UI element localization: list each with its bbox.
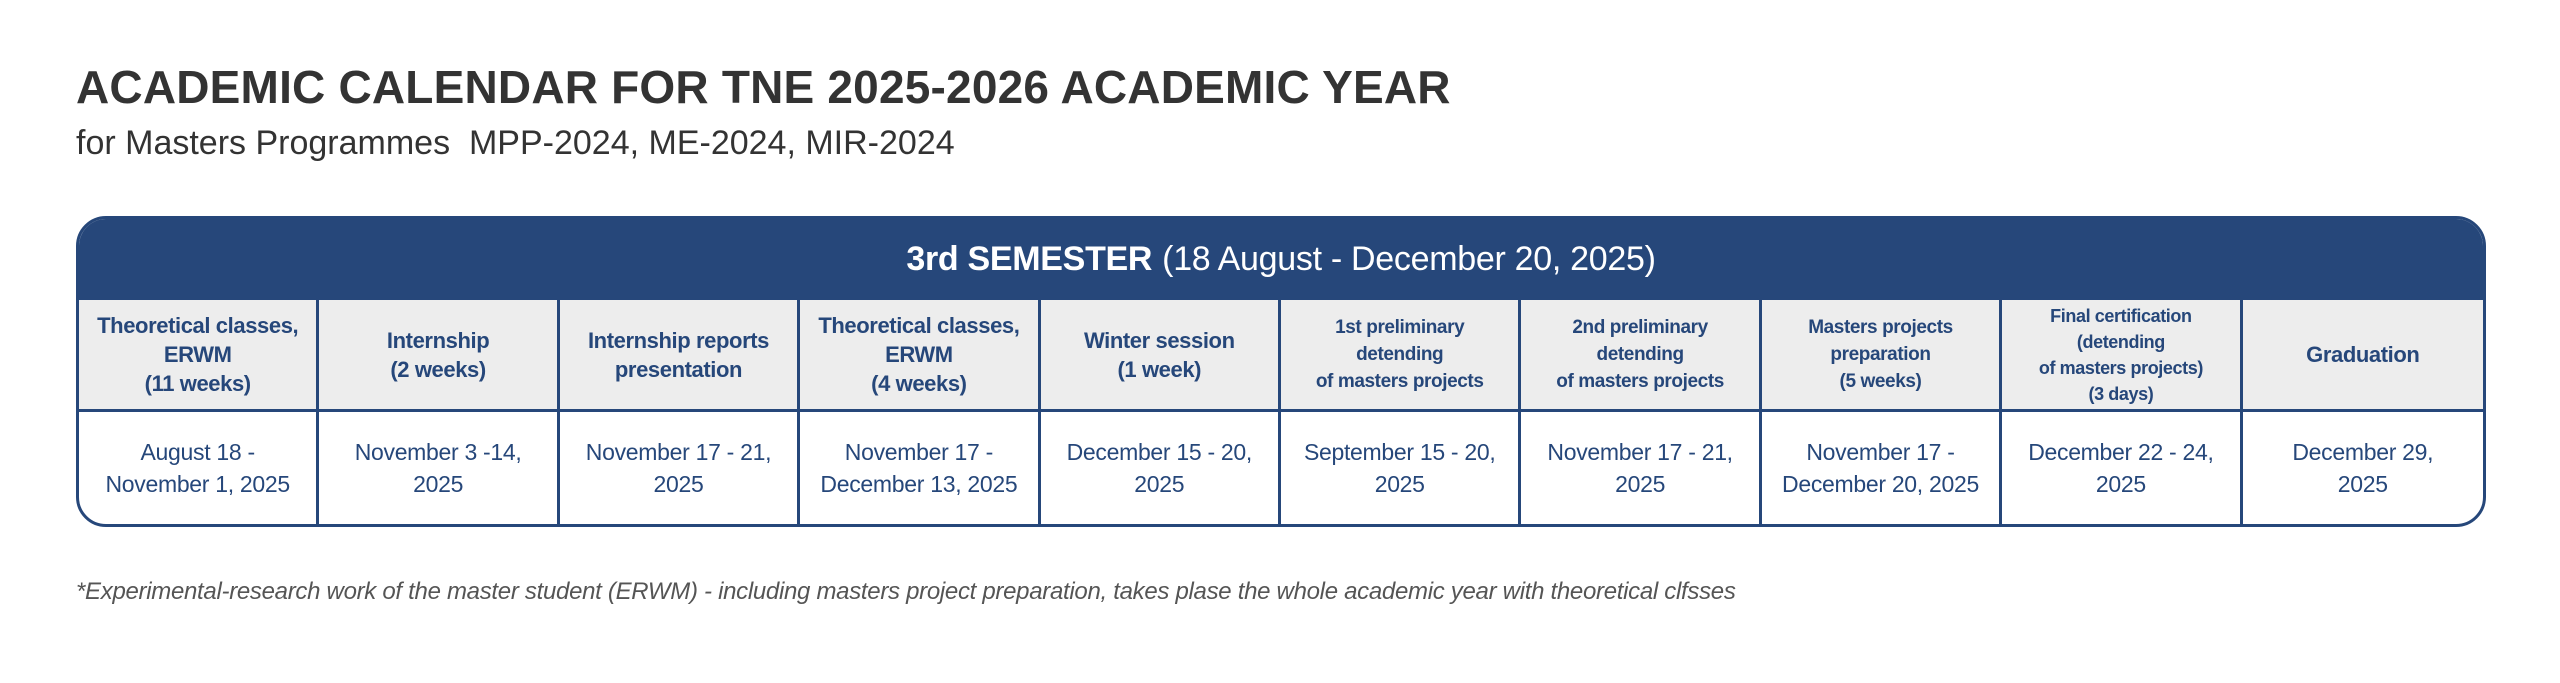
- semester-calendar-table: [76, 216, 2486, 527]
- column-header-1st-preliminary-defending: 1st preliminary detending of masters projects: [1281, 300, 1521, 412]
- semester-name: 3rd SEMESTER: [906, 240, 1153, 278]
- column-header-masters-projects-preparation: Masters projects preparation (5 weeks): [1762, 300, 2002, 412]
- column-header-theoretical-classes-2: Theoretical classes, ERWM (4 weeks): [800, 300, 1040, 412]
- page-subtitle: for Masters Programmes MPP-2024, ME-2024, MIR-2024: [76, 124, 955, 162]
- date-cell-internship-reports: November 17 - 21, 2025: [560, 412, 800, 524]
- semester-range: (18 August - December 20, 2025): [1162, 240, 1656, 278]
- date-cell-1st-preliminary-defending: September 15 - 20, 2025: [1281, 412, 1521, 524]
- page-title: ACADEMIC CALENDAR FOR TNE 2025-2026 ACADEMIC YEAR: [76, 61, 1451, 113]
- date-cell-theoretical-classes-2: November 17 - December 13, 2025: [800, 412, 1040, 524]
- column-header-final-certification: Final certification (detending of masters projects) (3 days): [2002, 300, 2242, 412]
- footnote: *Experimental-research work of the master student (ERWM) - including masters project preparation, takes plase the whole academic year with theoretical clfsses: [76, 578, 1736, 605]
- column-header-internship: Internship (2 weeks): [319, 300, 559, 412]
- date-cell-internship: November 3 -14, 2025: [319, 412, 559, 524]
- column-header-graduation: Graduation: [2243, 300, 2483, 412]
- date-cell-graduation: December 29, 2025: [2292, 439, 2434, 497]
- date-cell-final-certification: December 22 - 24, 2025: [2002, 412, 2242, 524]
- semester-header: [79, 219, 2483, 300]
- calendar-grid: [79, 300, 2483, 524]
- column-header-internship-reports: Internship reports presentation: [560, 300, 800, 412]
- column-header-winter-session: Winter session (1 week): [1041, 300, 1281, 412]
- column-header-theoretical-classes-1: Theoretical classes, ERWM (11 weeks): [79, 300, 319, 412]
- date-cell-winter-session: December 15 - 20, 2025: [1041, 412, 1281, 524]
- column-header-2nd-preliminary-defending: 2nd preliminary detending of masters projects: [1521, 300, 1761, 412]
- date-cell-theoretical-classes-1: August 18 - November 1, 2025: [79, 412, 319, 524]
- date-cell-2nd-preliminary-defending: November 17 - 21, 2025: [1521, 412, 1761, 524]
- date-cell-masters-projects-preparation: November 17 - December 20, 2025: [1762, 412, 2002, 524]
